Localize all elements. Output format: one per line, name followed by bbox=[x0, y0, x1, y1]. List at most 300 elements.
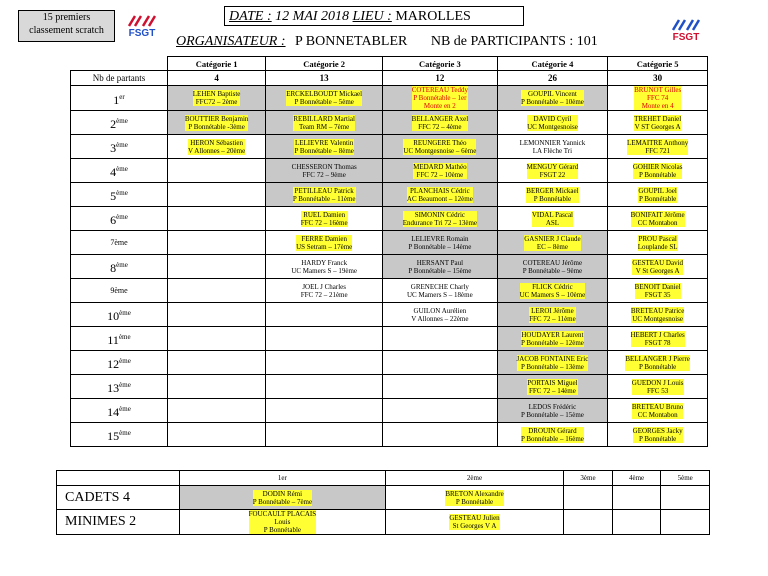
result-cell bbox=[383, 255, 497, 279]
result-cell bbox=[608, 279, 708, 303]
result-entry bbox=[638, 187, 676, 203]
result-cell bbox=[266, 135, 383, 159]
rider-name: REUNGERE Théo bbox=[413, 138, 467, 147]
rider-name: LEMAITRE Anthony bbox=[627, 138, 689, 147]
rider-club: V ST Georges A bbox=[634, 122, 681, 131]
result-entry bbox=[521, 427, 584, 443]
rank-cell bbox=[71, 135, 168, 159]
starters-count: 4 bbox=[168, 71, 266, 86]
result-cell bbox=[168, 399, 266, 423]
rider-club: P Bonnétable – 5ème bbox=[294, 98, 354, 106]
result-cell bbox=[608, 423, 708, 447]
rank-cell bbox=[71, 255, 168, 279]
result-entry bbox=[412, 115, 469, 131]
result-cell bbox=[180, 486, 386, 510]
rider-club: FFC 72 – 14ème bbox=[528, 386, 576, 395]
rider-name: ERCKELBOUDT Mickael bbox=[286, 90, 363, 98]
table-row bbox=[71, 183, 708, 207]
rider-club: FFC 72 – 16ème bbox=[300, 218, 348, 227]
result-cell bbox=[168, 303, 266, 327]
result-cell bbox=[608, 231, 708, 255]
result-cell bbox=[385, 486, 563, 510]
result-entry bbox=[407, 283, 473, 299]
rider-name: JACOB FONTAINE Eric bbox=[516, 354, 589, 363]
place-header: 5ème bbox=[661, 471, 710, 486]
rider-name: GEORGES Jacky bbox=[632, 426, 683, 435]
rider-name: PLANCHAIS Cédric bbox=[410, 186, 470, 195]
rider-name: GOUPIL Vincent bbox=[528, 90, 577, 98]
date-location-header bbox=[224, 6, 524, 26]
result-cell bbox=[497, 399, 608, 423]
rider-club: Endurance Tri 72 – 13ème bbox=[402, 218, 477, 227]
result-cell bbox=[266, 327, 383, 351]
corner-cell bbox=[57, 471, 180, 486]
result-entry bbox=[411, 307, 468, 323]
rider-name: HARDY Franck bbox=[301, 258, 348, 267]
rider-club: FFC 72 – 10ème bbox=[416, 170, 464, 179]
result-entry bbox=[294, 139, 353, 155]
result-entry bbox=[633, 427, 683, 443]
result-entry bbox=[632, 403, 684, 419]
rider-name: JOEL J Charles bbox=[302, 282, 347, 291]
result-cell bbox=[168, 135, 266, 159]
rank-number: 5 bbox=[110, 189, 117, 203]
rider-name: PROU Pascal bbox=[638, 234, 677, 243]
rider-name: LELIEVRE Valentin bbox=[294, 138, 354, 147]
result-cell bbox=[497, 255, 608, 279]
category-header: Catégorie 3 bbox=[383, 57, 497, 71]
result-cell bbox=[266, 111, 383, 135]
rider-name: GOHIER Nicolas bbox=[632, 162, 683, 171]
result-entry bbox=[527, 115, 578, 131]
result-entry bbox=[296, 235, 352, 251]
result-cell bbox=[266, 279, 383, 303]
result-cell bbox=[608, 86, 708, 111]
rider-name: BELLANGER J Pierre bbox=[625, 354, 690, 363]
rider-club: FSGT 35 bbox=[644, 290, 671, 299]
result-entry bbox=[408, 259, 471, 275]
organizer-value: P BONNETABLER bbox=[295, 34, 408, 49]
rider-club: FFC 72 – 11ème bbox=[529, 314, 576, 323]
rider-club: Louplande SL bbox=[637, 242, 678, 251]
rider-club: P Bonnétable bbox=[455, 497, 494, 506]
result-entry bbox=[529, 307, 576, 323]
rank-number: 4 bbox=[110, 165, 117, 179]
rider-club: P Bonnétable bbox=[263, 526, 302, 534]
result-entry bbox=[632, 259, 683, 275]
rider-name: MEDARD Mathéo bbox=[413, 162, 467, 171]
result-cell bbox=[497, 86, 608, 111]
rider-club: P Bonnétable – 16ème bbox=[520, 434, 584, 443]
result-cell bbox=[608, 135, 708, 159]
rank-cell bbox=[71, 183, 168, 207]
category-header: Catégorie 5 bbox=[608, 57, 708, 71]
result-cell bbox=[266, 423, 383, 447]
result-cell bbox=[564, 510, 613, 535]
rank-number: 1 bbox=[113, 92, 120, 107]
scratch-ranking-box bbox=[18, 10, 115, 42]
result-cell bbox=[497, 183, 608, 207]
result-cell bbox=[564, 486, 613, 510]
participants-count: NB de PARTICIPANTS : 101 bbox=[430, 34, 598, 49]
rider-club: FFC 74 bbox=[647, 94, 669, 102]
result-entry bbox=[635, 283, 681, 299]
rank-cell bbox=[71, 327, 168, 351]
rider-name: BENOIT Daniel bbox=[634, 282, 681, 291]
rank-cell bbox=[71, 423, 168, 447]
rider-club: St Georges V A bbox=[452, 522, 497, 530]
result-cell bbox=[383, 303, 497, 327]
table-row bbox=[71, 327, 708, 351]
result-entry bbox=[445, 490, 503, 506]
rider-name: MENGUY Gérard bbox=[526, 162, 579, 171]
rider-club: P Bonnétable – 11ème bbox=[292, 194, 356, 203]
result-cell bbox=[497, 231, 608, 255]
result-cell bbox=[608, 399, 708, 423]
rider-club: P Bonnétable – 7ème bbox=[252, 497, 313, 506]
rank-cell bbox=[71, 159, 168, 183]
place-header: 1er bbox=[180, 471, 386, 486]
rider-name: FOUCAULT PLACAIS bbox=[248, 510, 317, 518]
rider-name: GRENECHE Charly bbox=[410, 282, 469, 291]
rider-name: LEDOS Frédéric bbox=[528, 402, 577, 411]
rider-club: CC Montabon bbox=[637, 218, 678, 227]
result-cell bbox=[497, 303, 608, 327]
result-entry bbox=[521, 331, 584, 347]
result-entry bbox=[634, 115, 681, 131]
result-cell bbox=[266, 375, 383, 399]
result-cell bbox=[168, 111, 266, 135]
result-entry bbox=[520, 139, 586, 155]
result-cell bbox=[612, 486, 661, 510]
rider-club: P Bonnétable – 10ème bbox=[520, 98, 584, 106]
rider-club: FFC 72 – 21ème bbox=[300, 290, 348, 299]
result-cell bbox=[266, 255, 383, 279]
result-cell bbox=[497, 351, 608, 375]
rank-suffix: ème bbox=[116, 141, 128, 149]
result-cell bbox=[497, 327, 608, 351]
result-entry bbox=[193, 90, 241, 106]
rider-club: Team RM – 7ème bbox=[299, 122, 350, 131]
result-entry bbox=[520, 283, 586, 299]
result-cell bbox=[168, 159, 266, 183]
rank-number: 10 bbox=[107, 309, 120, 323]
rider-name: BELLANGER Axel bbox=[411, 114, 469, 123]
rider-name: DROUIN Gérard bbox=[528, 426, 577, 435]
rider-club: P Bonnétable bbox=[533, 194, 572, 203]
result-cell bbox=[661, 486, 710, 510]
result-entry bbox=[403, 211, 477, 227]
result-entry bbox=[293, 115, 355, 131]
rider-name: HERSANT Paul bbox=[416, 258, 464, 267]
rider-club: UC Montgesnoise – 6ème bbox=[403, 146, 477, 155]
result-entry bbox=[301, 283, 348, 299]
rank-number: 6 bbox=[110, 213, 117, 227]
result-cell bbox=[497, 207, 608, 231]
result-cell bbox=[168, 207, 266, 231]
rank-number: 12 bbox=[107, 357, 120, 371]
result-cell bbox=[383, 111, 497, 135]
rider-name: BRUNOT Gilles bbox=[634, 86, 682, 94]
rank-number: 11 bbox=[107, 333, 119, 347]
result-entry bbox=[292, 163, 357, 179]
rider-club: Monte en 2 bbox=[423, 102, 456, 110]
rank-cell bbox=[71, 207, 168, 231]
rank-suffix: er bbox=[119, 92, 125, 101]
starters-label: Nb de partants bbox=[71, 71, 168, 86]
rank-number: 15 bbox=[107, 429, 120, 443]
rider-club: P Bonnétable – 9ème bbox=[522, 266, 583, 275]
box-line-1: 15 premiers bbox=[42, 12, 91, 23]
rider-name: BRETEAU Patrice bbox=[630, 306, 685, 315]
result-entry bbox=[524, 235, 580, 251]
result-entry bbox=[631, 331, 685, 347]
rider-name: RUEL Damien bbox=[303, 210, 346, 219]
result-cell bbox=[383, 351, 497, 375]
rank-suffix: ème bbox=[116, 261, 128, 269]
rider-club: V Allonnes – 22ème bbox=[411, 314, 469, 323]
table-row bbox=[71, 111, 708, 135]
rider-name: COTEREAU Jérôme bbox=[522, 258, 583, 267]
rank-cell bbox=[71, 111, 168, 135]
rank-number: 13 bbox=[107, 381, 120, 395]
result-cell bbox=[608, 327, 708, 351]
result-cell bbox=[180, 510, 386, 535]
rank-cell bbox=[71, 375, 168, 399]
result-entry bbox=[631, 211, 685, 227]
rider-name: DODIN Rémi bbox=[262, 489, 303, 498]
result-cell bbox=[168, 423, 266, 447]
result-cell bbox=[168, 375, 266, 399]
rider-club: FFC72 – 2ème bbox=[195, 98, 238, 106]
starters-count: 26 bbox=[497, 71, 608, 86]
result-cell bbox=[383, 375, 497, 399]
rank-suffix: ème bbox=[119, 309, 131, 317]
rider-name: BONIFAIT Jérôme bbox=[630, 210, 685, 219]
rider-name: PORTAIS Miguel bbox=[527, 378, 578, 387]
rank-cell bbox=[71, 399, 168, 423]
result-cell bbox=[383, 207, 497, 231]
rider-club: UC Montgesnoise bbox=[527, 122, 578, 131]
rider-club: CC Montabon bbox=[637, 410, 678, 419]
place-header: 3ème bbox=[564, 471, 613, 486]
rank-suffix: ème bbox=[114, 285, 128, 295]
table-row bbox=[71, 399, 708, 423]
result-cell bbox=[266, 183, 383, 207]
rank-suffix: ème bbox=[118, 333, 131, 341]
rider-club: UC Mamers S – 19ème bbox=[291, 266, 358, 275]
rider-club: FSGT 22 bbox=[539, 170, 566, 179]
lieu-value: MAROLLES bbox=[395, 9, 471, 24]
result-entry bbox=[403, 139, 476, 155]
result-entry bbox=[301, 211, 348, 227]
result-cell bbox=[497, 135, 608, 159]
result-cell bbox=[168, 255, 266, 279]
result-cell bbox=[383, 423, 497, 447]
rider-club: P Bonnétable – 14ème bbox=[408, 242, 472, 251]
rank-cell bbox=[71, 303, 168, 327]
youth-results-table bbox=[56, 470, 710, 535]
category-header: Catégorie 4 bbox=[497, 57, 608, 71]
result-cell bbox=[383, 279, 497, 303]
table-row bbox=[57, 486, 710, 510]
result-cell bbox=[266, 399, 383, 423]
result-cell bbox=[266, 207, 383, 231]
rider-name: GUILON Aurélien bbox=[413, 306, 467, 315]
rider-name: BRETON Alexandre bbox=[445, 489, 504, 498]
rider-club: Monte en 4 bbox=[641, 102, 674, 110]
result-cell bbox=[497, 423, 608, 447]
rider-name: GESTEAU David bbox=[632, 258, 684, 267]
rank-cell bbox=[71, 279, 168, 303]
rider-club: UC Mamers S – 18ème bbox=[407, 290, 473, 299]
rank-suffix: ème bbox=[116, 117, 128, 125]
table-row bbox=[71, 231, 708, 255]
result-cell bbox=[608, 159, 708, 183]
category-header: Catégorie 2 bbox=[266, 57, 383, 71]
result-entry bbox=[185, 115, 249, 131]
rank-suffix: ème bbox=[116, 213, 128, 221]
rank-number: 2 bbox=[110, 117, 117, 131]
category-header: Catégorie 1 bbox=[168, 57, 266, 71]
result-cell bbox=[168, 183, 266, 207]
result-entry bbox=[627, 139, 688, 155]
result-entry bbox=[249, 510, 317, 534]
result-cell bbox=[661, 510, 710, 535]
rider-club: EC – 8ème bbox=[536, 242, 568, 251]
rank-suffix: ème bbox=[119, 405, 131, 413]
rank-suffix: ème bbox=[119, 429, 131, 437]
rider-club: P Bonnétable bbox=[639, 362, 677, 371]
result-entry bbox=[407, 187, 473, 203]
table-row bbox=[71, 375, 708, 399]
rank-suffix: ème bbox=[119, 381, 131, 389]
result-entry bbox=[631, 307, 684, 323]
rider-name: LEROI Jérôme bbox=[531, 306, 574, 315]
lieu-label: LIEU : bbox=[352, 9, 392, 24]
results-table bbox=[70, 56, 708, 447]
result-entry bbox=[634, 86, 681, 110]
rank-number: 8 bbox=[110, 261, 117, 275]
rider-name: GUEDON J Louis bbox=[631, 378, 684, 387]
result-cell bbox=[612, 510, 661, 535]
result-entry bbox=[253, 490, 312, 506]
rider-club: FSGT 78 bbox=[644, 338, 671, 347]
rider-name: GASNIER J Claude bbox=[524, 234, 581, 243]
rider-club: P Bonnétable – 15ème bbox=[408, 266, 472, 275]
table-row bbox=[71, 135, 708, 159]
result-entry bbox=[532, 211, 573, 227]
rank-number: 7 bbox=[110, 237, 115, 247]
result-cell bbox=[608, 111, 708, 135]
result-cell bbox=[383, 399, 497, 423]
result-entry bbox=[527, 379, 577, 395]
rider-name: BERGER Mickael bbox=[526, 186, 579, 195]
rider-name: BRETEAU Bruno bbox=[631, 402, 684, 411]
result-cell bbox=[608, 351, 708, 375]
rider-name: FLICK Cédric bbox=[532, 282, 573, 291]
rider-club: P Bonnétable bbox=[639, 434, 677, 443]
rider-club: UC Mamers S – 10ème bbox=[519, 290, 586, 299]
table-row bbox=[71, 279, 708, 303]
rider-club: Louis bbox=[274, 518, 291, 526]
table-row bbox=[57, 510, 710, 535]
rider-club: P Bonnétable -3ème bbox=[188, 122, 245, 131]
table-row bbox=[71, 303, 708, 327]
rider-name: SIMONIN Cédric bbox=[414, 210, 466, 219]
result-entry bbox=[293, 187, 356, 203]
result-entry bbox=[632, 379, 684, 395]
date-label: DATE : bbox=[229, 9, 272, 24]
result-cell bbox=[383, 231, 497, 255]
rider-club: FFC 72 – 4ème bbox=[418, 122, 462, 131]
rider-club: LA Flèche Tri bbox=[532, 146, 573, 155]
table-row bbox=[71, 86, 708, 111]
result-entry bbox=[517, 355, 589, 371]
rider-name: FERRE Damien bbox=[301, 234, 348, 243]
fsgt-logo-left bbox=[122, 14, 162, 42]
corner-cell bbox=[71, 57, 168, 71]
fsgt-swoosh-icon bbox=[671, 18, 701, 32]
result-entry bbox=[625, 355, 690, 371]
result-cell bbox=[266, 351, 383, 375]
place-header: 4ème bbox=[612, 471, 661, 486]
rider-name: REBILLARD Martial bbox=[293, 114, 355, 123]
result-cell bbox=[497, 279, 608, 303]
fsgt-logo-text: FSGT bbox=[672, 32, 700, 43]
result-cell bbox=[168, 327, 266, 351]
result-entry bbox=[413, 163, 466, 179]
rank-suffix: ème bbox=[116, 165, 128, 173]
rider-club: P Bonnétable – 12ème bbox=[520, 338, 584, 347]
age-group-label: MINIMES 2 bbox=[57, 510, 180, 535]
rank-cell bbox=[71, 86, 168, 111]
result-cell bbox=[168, 351, 266, 375]
result-cell bbox=[383, 86, 497, 111]
result-cell bbox=[266, 86, 383, 111]
result-entry bbox=[291, 259, 357, 275]
rider-name: HERON Sébastien bbox=[190, 138, 243, 147]
rider-name: BOUTTIER Benjamin bbox=[184, 114, 249, 123]
starters-count: 30 bbox=[608, 71, 708, 86]
result-cell bbox=[385, 510, 563, 535]
starters-count: 12 bbox=[383, 71, 497, 86]
table-row bbox=[71, 255, 708, 279]
organizer-label: ORGANISATEUR : bbox=[176, 34, 286, 49]
rider-name: HOUDAYER Laurent bbox=[521, 330, 584, 339]
date-value: 12 MAI 2018 bbox=[275, 9, 350, 24]
result-cell bbox=[168, 86, 266, 111]
result-cell bbox=[608, 375, 708, 399]
rank-suffix: ème bbox=[114, 237, 128, 247]
rank-cell bbox=[71, 231, 168, 255]
rank-suffix: ème bbox=[119, 357, 131, 365]
fsgt-logo-text: FSGT bbox=[128, 28, 156, 39]
rank-suffix: ème bbox=[116, 189, 128, 197]
rank-number: 9 bbox=[110, 285, 115, 295]
result-entry bbox=[521, 403, 584, 419]
organizer-header bbox=[176, 34, 598, 50]
result-cell bbox=[168, 231, 266, 255]
place-header: 2ème bbox=[385, 471, 563, 486]
result-cell bbox=[608, 255, 708, 279]
result-entry bbox=[638, 235, 678, 251]
rider-club: FFC 721 bbox=[645, 146, 670, 155]
rider-club: ASL bbox=[545, 218, 560, 227]
rider-name: LELIEVRE Romain bbox=[411, 234, 469, 243]
result-cell bbox=[608, 183, 708, 207]
rider-name: CHESSERON Thomas bbox=[291, 162, 357, 171]
